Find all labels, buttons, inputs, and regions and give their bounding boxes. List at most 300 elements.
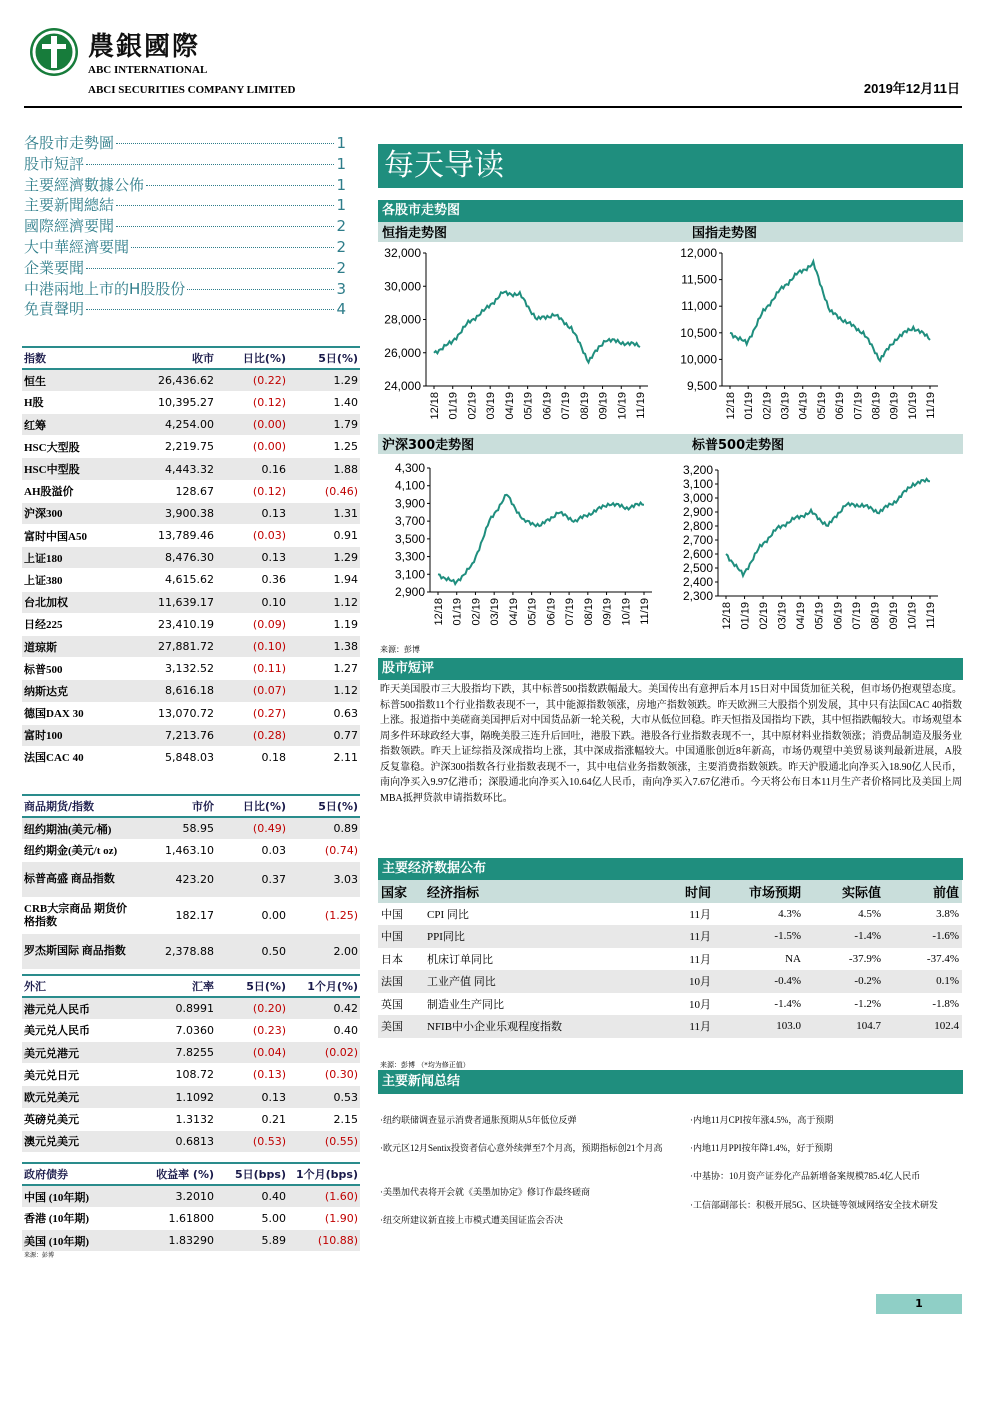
toc-leader	[86, 268, 334, 269]
table-cell: 10,395.27	[130, 391, 216, 413]
toc-item[interactable]	[24, 194, 346, 215]
table-cell: PPI同比	[424, 925, 634, 948]
table-cell: 13,789.46	[130, 525, 216, 547]
table-cell: CRB大宗商品 期货价格指数	[22, 898, 130, 934]
table-cell: 1.3132	[130, 1108, 216, 1130]
table-cell: 0.21	[216, 1108, 288, 1130]
toc-page: 4	[336, 300, 346, 319]
y-tick-label: 2,900	[394, 585, 425, 599]
x-tick-label: 05/19	[815, 392, 828, 420]
table-row	[22, 480, 360, 502]
toc-label: 中港兩地上市的H股股份	[24, 279, 186, 298]
news-item: ·欧元区12月Sentix投资者信心意外续弹至7个月高，预期指标创21个月高	[380, 1143, 663, 1153]
news-item: ·纽交所建议新直接上市模式遭美国证监会否决	[380, 1215, 563, 1225]
table-cell: 港元兑人民币	[22, 997, 130, 1019]
table-cell: 标普高盛 商品指数	[22, 862, 130, 898]
x-tick-label: 04/19	[503, 392, 516, 420]
indices-table	[22, 346, 360, 769]
table-cell: 26,436.62	[130, 369, 216, 391]
table-cell: (0.11)	[216, 658, 288, 680]
table-cell: 1.27	[288, 658, 360, 680]
market-comment-text: 昨天美国股市三大股指均下跌，其中标普500指数跌幅最大。美国传出有意押后本月15日对中国货加征关税，但市场仍抱观望态度。标普500指数11个行业指数表现不一，其中能源指数领涨，房地产指数领跌。昨天欧洲三大股指个别发展，其中只有法国CAC 40指数上涨。报道指中美磋商美国押后对中国货品新一轮关税，大市从低位回稳。昨天恒指及国指均下跌，其中恒指跌幅较大。市场观望本周多件环球政经大事，隔晚美股三连升后回吐，港股下跌。港股各行业指数表现不一，其中原材料业指数领涨；消费品制造及服务业指数领跌。昨天上证综指及深成指均上涨，其中深成指涨幅较大。中国通胀创近8年新高，市场仍观望中美贸易谈判最新进展，A股反复靠稳。沪深300指数各行业指数表现不一，其中电信业务指数领涨，主要消费指数领跌。昨天沪股通北向净买入18.90亿人民币，南向净买入9.97亿港币；深股通北向净买入10.64亿人民币，南向净买入7.67亿港币。今天将公布日本11月生产者价格同比及美国上周MBA抵押贷款申请指数环比。	[380, 684, 962, 804]
abci-logo	[30, 28, 78, 76]
table-row	[22, 746, 360, 768]
table-cell: 3.8%	[936, 907, 959, 920]
table-cell: 纽约期油(美元/桶)	[22, 817, 130, 839]
x-tick-label: 08/19	[578, 392, 591, 420]
x-tick-label: 04/19	[797, 392, 810, 420]
x-tick-label: 10/19	[620, 598, 633, 626]
x-tick-label: 07/19	[850, 602, 863, 630]
table-cell: 0.63	[288, 702, 360, 724]
table-cell: 10月	[689, 998, 711, 1011]
table-cell: 11月	[689, 908, 711, 921]
table-cell: 1.88	[288, 458, 360, 480]
y-tick-label: 3,500	[394, 531, 425, 546]
table-cell: NA	[785, 952, 801, 965]
column-header: 5日(%)	[216, 975, 288, 997]
table-cell: -1.2%	[854, 997, 881, 1010]
y-tick-label: 3,100	[394, 567, 425, 582]
table-cell: NFIB中小企业乐观程度指数	[424, 1015, 634, 1038]
table-cell: -0.4%	[714, 970, 804, 993]
table-row	[22, 724, 360, 746]
table-cell: 1.29	[288, 369, 360, 391]
toc-item[interactable]	[24, 257, 346, 278]
table-cell: 104.7	[804, 1015, 884, 1038]
table-cell: 0.89	[288, 817, 360, 839]
table-row	[22, 898, 360, 934]
table-cell: 4,254.00	[130, 414, 216, 436]
table-row	[22, 635, 360, 657]
y-tick-label: 3,100	[682, 477, 713, 491]
table-row	[22, 934, 360, 970]
table-cell: 11月	[634, 1015, 714, 1038]
toc-item[interactable]	[24, 215, 346, 236]
column-header: 时间	[634, 880, 714, 903]
y-tick-label: 24,000	[384, 379, 421, 393]
table-cell: 7.8255	[130, 1042, 216, 1064]
x-tick-label: 06/19	[834, 392, 847, 420]
table-cell: (0.03)	[216, 525, 288, 547]
table-cell: 纽约期金(美元/t oz)	[22, 839, 130, 861]
table-cell: 11月	[689, 953, 711, 966]
toc-leader	[131, 247, 334, 248]
table-cell: 3,900.38	[130, 502, 216, 524]
table-row	[22, 817, 360, 839]
table-cell: 0.40	[216, 1185, 288, 1207]
hscei-chart	[674, 244, 963, 432]
table-cell: 0.13	[216, 547, 288, 569]
column-header: 5日(bps)	[216, 1163, 288, 1185]
table-cell: 0.6813	[130, 1130, 216, 1152]
table-cell: 1.1092	[130, 1086, 216, 1108]
table-cell: 中国 (10年期)	[22, 1185, 130, 1207]
column-header: 5日(%)	[288, 795, 360, 817]
table-cell: 日经225	[22, 613, 130, 635]
y-tick-label: 3,900	[394, 496, 425, 511]
table-row	[22, 702, 360, 724]
news-item: ·美墨加代表将开会就《美墨加协定》修订作最终磋商	[380, 1187, 590, 1197]
table-cell: 8,476.30	[130, 547, 216, 569]
table-cell: 澳元兑美元	[22, 1130, 130, 1152]
x-tick-label: 10/19	[906, 392, 919, 420]
y-tick-label: 10,000	[680, 352, 717, 367]
table-cell: -1.4%	[774, 997, 801, 1010]
toc-page: 1	[336, 196, 346, 215]
column-header: 收益率 (%)	[130, 1163, 216, 1185]
table-cell: 0.36	[216, 569, 288, 591]
column-header: 市场预期	[714, 880, 804, 903]
table-cell: 58.95	[130, 817, 216, 839]
page-number: 1	[876, 1294, 962, 1314]
table-cell: (1.25)	[288, 898, 360, 934]
table-cell: 0.40	[288, 1019, 360, 1041]
table-cell: 1.29	[288, 547, 360, 569]
table-cell: 0.8991	[130, 997, 216, 1019]
table-cell: (0.02)	[288, 1042, 360, 1064]
table-row	[22, 547, 360, 569]
bonds-source: 来源：彭博	[24, 1252, 55, 1259]
table-cell: 0.1%	[884, 970, 962, 993]
table-cell: 11月	[634, 925, 714, 948]
series-line	[730, 261, 930, 361]
x-tick-label: 07/19	[560, 392, 573, 420]
column-header: 5日(%)	[288, 347, 360, 369]
x-tick-label: 03/19	[779, 392, 792, 420]
table-cell: -37.9%	[848, 952, 881, 965]
news-item: ·工信部副部长：积极开展5G、区块链等领域网络安全技术研发	[690, 1200, 938, 1210]
table-cell: 1.38	[288, 635, 360, 657]
table-cell: 日本	[381, 953, 403, 966]
table-cell: 5,848.03	[130, 746, 216, 768]
table-cell: (1.60)	[288, 1185, 360, 1207]
table-cell: 富时中国A50	[22, 525, 130, 547]
table-cell: 23,410.19	[130, 613, 216, 635]
table-cell: (0.28)	[216, 724, 288, 746]
x-tick-label: 09/19	[601, 598, 614, 626]
table-cell: (0.27)	[216, 702, 288, 724]
x-tick-label: 10/19	[616, 392, 629, 420]
table-cell: 0.91	[288, 525, 360, 547]
table-cell: (0.13)	[216, 1064, 288, 1086]
table-cell: -1.5%	[714, 925, 804, 948]
company-name-en: ABCI SECURITIES COMPANY LIMITED	[88, 84, 296, 96]
news-item: ·内地11月PPI按年降1.4%，好于预期	[690, 1143, 833, 1153]
column-header: 政府债券	[22, 1163, 130, 1185]
table-cell: 0.10	[216, 591, 288, 613]
y-tick-label: 3,700	[394, 514, 425, 529]
table-cell: 2,219.75	[130, 436, 216, 458]
table-cell: 2,378.88	[130, 934, 216, 970]
table-cell: 英磅兑美元	[22, 1108, 130, 1130]
toc-page: 1	[336, 134, 346, 152]
toc-item[interactable]	[24, 236, 346, 257]
sp500-chart	[674, 456, 963, 642]
table-row	[22, 1108, 360, 1130]
table-cell: 美国	[378, 1015, 424, 1038]
table-cell: -1.6%	[884, 925, 962, 948]
toc-page: 2	[336, 258, 346, 277]
main-title: 每天导读	[378, 144, 963, 188]
y-tick-label: 2,700	[682, 533, 713, 547]
table-cell: 1,463.10	[130, 839, 216, 861]
column-header: 经济指标	[424, 880, 634, 903]
econ-data-table	[378, 880, 962, 1038]
table-row	[22, 391, 360, 413]
toc-item[interactable]	[24, 298, 346, 319]
brand-name-cn: 農銀國際	[88, 32, 201, 62]
x-tick-label: 04/19	[795, 602, 808, 630]
table-cell: H股	[22, 391, 130, 413]
x-tick-label: 01/19	[447, 392, 460, 420]
table-cell: 欧元兑美元	[22, 1086, 130, 1108]
column-header: 日比(%)	[216, 795, 288, 817]
table-cell: 机床订单同比	[427, 953, 493, 966]
chart-title-hsi: 恒指走势图	[378, 222, 674, 242]
toc-leader	[116, 143, 334, 144]
toc-item[interactable]	[24, 132, 346, 153]
table-cell: 罗杰斯国际 商品指数	[22, 934, 130, 970]
market-comment-title: 股市短评	[378, 658, 963, 680]
table-cell: 德国DAX 30	[22, 702, 130, 724]
table-row	[22, 1230, 360, 1252]
table-row	[22, 591, 360, 613]
table-row	[22, 1064, 360, 1086]
table-row	[22, 862, 360, 898]
table-row	[22, 1086, 360, 1108]
table-row	[22, 1207, 360, 1229]
x-tick-label: 05/19	[813, 602, 826, 630]
news-summary-title: 主要新闻总结	[378, 1070, 963, 1094]
table-cell: 纳斯达克	[22, 680, 130, 702]
table-cell: 128.67	[130, 480, 216, 502]
table-cell: 台北加权	[22, 591, 130, 613]
table-cell: 沪深300	[22, 502, 130, 524]
x-tick-label: 12/18	[433, 598, 445, 626]
table-cell: (0.23)	[216, 1019, 288, 1041]
table-cell: 中国	[378, 925, 424, 948]
x-tick-label: 12/18	[725, 392, 737, 420]
toc-page: 3	[336, 279, 346, 298]
table-cell: (10.88)	[288, 1230, 360, 1252]
x-tick-label: 07/19	[564, 598, 577, 626]
y-tick-label: 4,300	[394, 461, 425, 475]
table-cell: 香港 (10年期)	[22, 1207, 130, 1229]
x-tick-label: 08/19	[869, 602, 882, 630]
econ-data-title: 主要经济数据公布	[378, 858, 963, 880]
table-cell: 0.50	[216, 934, 288, 970]
table-cell: 英国	[381, 998, 403, 1011]
table-cell: (0.09)	[216, 613, 288, 635]
toc-item[interactable]	[24, 153, 346, 174]
column-header: 收市	[130, 347, 216, 369]
chart-title-sp500: 标普500走势图	[674, 434, 963, 454]
x-tick-label: 07/19	[852, 392, 865, 420]
x-tick-label: 01/19	[739, 602, 752, 630]
table-cell: 102.4	[884, 1015, 962, 1038]
table-cell: 法国CAC 40	[22, 746, 130, 768]
y-tick-label: 32,000	[384, 246, 421, 260]
table-row	[22, 414, 360, 436]
table-cell: 4,615.62	[130, 569, 216, 591]
column-header: 国家	[378, 880, 424, 903]
brand-name-en: ABC INTERNATIONAL	[88, 64, 208, 76]
series-line	[726, 479, 930, 576]
x-tick-label: 10/19	[906, 602, 919, 630]
toc-label: 企業要聞	[24, 258, 85, 277]
news-item: ·中基协：10月资产证券化产品新增备案规模785.4亿人民币	[690, 1171, 921, 1181]
column-header: 指数	[22, 347, 130, 369]
x-tick-label: 03/19	[776, 602, 789, 630]
table-row	[22, 680, 360, 702]
x-tick-label: 11/19	[925, 602, 937, 629]
table-cell: -1.4%	[804, 925, 884, 948]
table-cell: 3.03	[288, 862, 360, 898]
table-cell: 8,616.18	[130, 680, 216, 702]
fx-table	[22, 974, 360, 1153]
table-row	[22, 658, 360, 680]
table-cell: (0.30)	[288, 1064, 360, 1086]
toc-item[interactable]	[24, 174, 346, 195]
table-cell: 1.12	[288, 680, 360, 702]
table-cell: 7.0360	[130, 1019, 216, 1041]
header-divider	[24, 106, 962, 108]
table-row	[22, 502, 360, 524]
toc-item[interactable]	[24, 278, 346, 299]
x-tick-label: 02/19	[466, 392, 479, 420]
column-header: 日比(%)	[216, 347, 288, 369]
table-cell: 1.19	[288, 613, 360, 635]
toc-label: 各股市走勢圖	[24, 134, 115, 152]
table-row	[22, 839, 360, 861]
table-cell: 1.25	[288, 436, 360, 458]
y-tick-label: 2,500	[682, 561, 713, 575]
table-cell: (0.46)	[288, 480, 360, 502]
y-tick-label: 9,500	[686, 379, 717, 393]
table-cell: 3,132.52	[130, 658, 216, 680]
x-tick-label: 12/18	[721, 602, 733, 630]
y-tick-label: 26,000	[384, 345, 421, 360]
table-cell: 1.31	[288, 502, 360, 524]
toc-leader	[116, 205, 334, 206]
table-cell: (0.22)	[216, 369, 288, 391]
table-cell: 11,639.17	[130, 591, 216, 613]
table-cell: 1.83290	[130, 1230, 216, 1252]
table-row	[22, 1130, 360, 1152]
table-cell: 4,443.32	[130, 458, 216, 480]
table-cell: (0.10)	[216, 635, 288, 657]
toc-page: 1	[336, 154, 346, 173]
x-tick-label: 01/19	[451, 598, 464, 626]
y-tick-label: 11,000	[681, 299, 717, 314]
table-cell: 1.61800	[130, 1207, 216, 1229]
table-row	[22, 997, 360, 1019]
table-cell: 2.00	[288, 934, 360, 970]
toc-page: 2	[336, 238, 346, 256]
y-tick-label: 3,300	[394, 549, 425, 564]
x-tick-label: 01/19	[743, 392, 756, 420]
table-row	[22, 1185, 360, 1207]
table-cell: (0.74)	[288, 839, 360, 861]
toc-leader	[116, 226, 334, 227]
toc-label: 主要經濟數據公佈	[24, 175, 145, 194]
table-cell: 7,213.76	[130, 724, 216, 746]
x-tick-label: 06/19	[545, 598, 558, 626]
y-tick-label: 2,900	[682, 505, 713, 519]
table-cell: 13,070.72	[130, 702, 216, 724]
x-tick-label: 02/19	[758, 602, 771, 630]
y-tick-label: 3,200	[682, 463, 713, 477]
table-cell: (0.12)	[216, 480, 288, 502]
csi300-chart	[378, 456, 674, 642]
table-cell: 5.89	[216, 1230, 288, 1252]
y-tick-label: 2,600	[682, 547, 713, 561]
table-row	[22, 1019, 360, 1041]
table-cell: 制造业生产同比	[427, 998, 504, 1011]
table-row	[378, 948, 962, 971]
table-cell: 0.03	[216, 839, 288, 861]
table-row	[22, 613, 360, 635]
table-cell: CPI 同比	[427, 908, 469, 921]
toc-page: 2	[336, 217, 346, 236]
table-cell: HSC中型股	[22, 458, 130, 480]
table-cell: 27,881.72	[130, 635, 216, 657]
table-row	[378, 1015, 962, 1038]
table-row	[378, 970, 962, 993]
table-cell: 1.12	[288, 591, 360, 613]
table-cell: (0.53)	[216, 1130, 288, 1152]
table-cell: 0.42	[288, 997, 360, 1019]
table-cell: 5.00	[216, 1207, 288, 1229]
news-item: ·纽约联储调查显示消费者通胀预期从5年低位反弹	[380, 1115, 577, 1125]
table-cell: 恒生	[22, 369, 130, 391]
table-cell: 美元兑人民币	[22, 1019, 130, 1041]
toc-label: 股市短評	[24, 154, 85, 173]
table-cell: 4.5%	[858, 907, 881, 920]
column-header: 外汇	[22, 975, 130, 997]
toc-label: 主要新聞總結	[24, 196, 115, 215]
toc-label: 免責聲明	[24, 300, 85, 319]
table-cell: (0.12)	[216, 391, 288, 413]
table-cell: 423.20	[130, 862, 216, 898]
table-cell: 中国	[381, 908, 403, 921]
table-cell: HSC大型股	[22, 436, 130, 458]
table-row	[22, 436, 360, 458]
table-cell: 法国	[378, 970, 424, 993]
y-tick-label: 12,000	[680, 246, 717, 260]
table-cell: 0.77	[288, 724, 360, 746]
y-tick-label: 28,000	[384, 312, 421, 327]
column-header: 1个月(bps)	[288, 1163, 360, 1185]
table-cell: 103.0	[714, 1015, 804, 1038]
x-tick-label: 09/19	[888, 392, 901, 420]
y-tick-label: 2,400	[682, 575, 713, 589]
series-line	[438, 495, 644, 584]
table-cell: 富时100	[22, 724, 130, 746]
table-row	[22, 458, 360, 480]
x-tick-label: 05/19	[526, 598, 539, 626]
y-tick-label: 4,100	[394, 478, 425, 493]
table-cell: 0.53	[288, 1086, 360, 1108]
x-tick-label: 08/19	[870, 392, 883, 420]
x-tick-label: 09/19	[597, 392, 610, 420]
table-cell: (0.55)	[288, 1130, 360, 1152]
table-cell: 美国 (10年期)	[22, 1230, 130, 1252]
charts-source: 来源：彭博	[380, 645, 420, 654]
toc-leader	[86, 309, 334, 310]
table-cell: (0.00)	[216, 436, 288, 458]
